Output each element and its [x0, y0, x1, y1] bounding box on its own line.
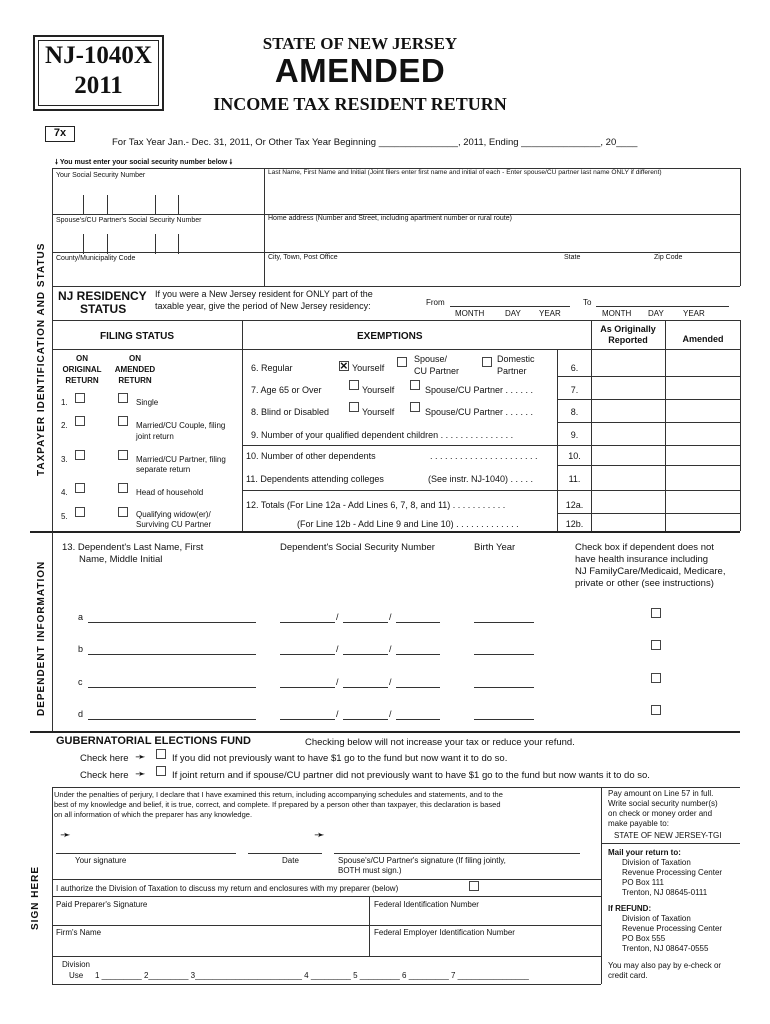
to-label: To — [583, 298, 592, 307]
mail-refund-block — [608, 904, 722, 954]
your-signature-label: Your signature — [75, 856, 127, 865]
form-year: 2011 — [74, 72, 123, 99]
line8-spouse-checkbox[interactable] — [410, 402, 420, 412]
mail-line: make payable to: — [608, 819, 669, 828]
ssn-divider — [178, 195, 179, 215]
section-divider — [30, 731, 740, 733]
on-label: ON — [76, 354, 88, 363]
mail-line: Trenton, NJ 08645-0111 — [622, 888, 708, 897]
on-label: ON — [129, 354, 141, 363]
dep-b-health-checkbox[interactable] — [651, 640, 661, 650]
line7-num: 7. — [570, 385, 579, 395]
preparer-signature-label: Paid Preparer's Signature — [56, 900, 148, 909]
use-num: 5 — [353, 971, 358, 980]
line7-spouse-checkbox[interactable] — [410, 380, 420, 390]
county-code-field[interactable] — [56, 265, 262, 285]
last-name-label: Last Name, First Name and Initial (Joint filers enter first name and initial of each - Enter spouse/CU partner last name ONLY if different) — [268, 169, 662, 176]
line6-spouse-checkbox[interactable] — [397, 357, 407, 367]
form-id: NJ-1040X — [45, 42, 152, 69]
filing-label-3: Married/CU Partner, filing — [136, 455, 226, 464]
line6-partner-label: Partner — [497, 366, 527, 376]
your-signature-field[interactable] — [56, 853, 236, 854]
fed-employer-id-label: Federal Employer Identification Number — [374, 928, 515, 937]
exemption-orig-fields[interactable] — [593, 351, 663, 529]
line9-label: 9. Number of your qualified dependent children . . . . . . . . . . . . . . . — [251, 430, 514, 440]
filing-amended-3-checkbox[interactable] — [118, 450, 128, 460]
line6-num: 6. — [570, 363, 579, 373]
arrow-right-icon: ➛ — [135, 766, 146, 781]
your-ssn-field[interactable] — [56, 195, 262, 215]
dep-b-birth-field[interactable] — [474, 654, 534, 655]
firm-name-field[interactable] — [56, 938, 366, 952]
use-num: 1 — [95, 971, 100, 980]
arrow-right-icon: ➛ — [135, 749, 146, 764]
line12a-num: 12a. — [565, 500, 584, 510]
on-original-col — [62, 353, 102, 386]
filing-header-rule — [52, 349, 242, 350]
dep-health-line: Check box if dependent does not — [575, 542, 714, 553]
line12a-label: 12. Totals (For Line 12a - Add Lines 6, 7, 8, and 11) . . . . . . . . . . . — [246, 500, 506, 510]
exemption-row-rule — [242, 490, 740, 491]
mail-line: Revenue Processing Center — [622, 868, 723, 877]
filing-label-5b: Surviving CU Partner — [136, 520, 212, 529]
filing-label-3b: separate return — [136, 465, 191, 474]
mail-line: Pay amount on Line 57 in full. — [608, 789, 714, 798]
election-self-text: If you did not previously want to have $1 go to the fund but now want it to do so. — [172, 753, 508, 764]
elections-fund-title: GUBERNATORIAL ELECTIONS FUND — [56, 735, 251, 747]
election-spouse-text: If joint return and if spouse/CU partner did not previously want to have $1 go to the fund but now wants it to do so. — [172, 770, 650, 781]
your-ssn-label: Your Social Security Number — [56, 172, 146, 179]
dep-d-name-field[interactable] — [88, 719, 256, 720]
arrow-right-icon: ➛ — [60, 827, 71, 842]
division-use-row: 1 _________ 2_________ 3________________________ 4 _________ 5 _________ 6 _________ 7 ________________ — [95, 971, 529, 980]
use-num: 7 — [451, 971, 456, 980]
return-label: RETURN — [65, 376, 99, 385]
line10-dots: . . . . . . . . . . . . . . . . . . . . . . — [430, 451, 538, 461]
federal-id-label: Federal Identification Number — [374, 900, 479, 909]
line9-num: 9. — [570, 430, 579, 440]
dep-d-birth-field[interactable] — [474, 719, 534, 720]
mail-line: Division of Taxation — [622, 858, 691, 867]
form-code: 7x — [53, 127, 67, 139]
side-label-dependent: DEPENDENT INFORMATION — [36, 560, 47, 716]
from-year: YEAR — [539, 309, 561, 318]
state-title: STATE OF NEW JERSEY — [262, 34, 458, 53]
filing-amended-2-checkbox[interactable] — [118, 416, 128, 426]
filing-num-4: 4. — [61, 488, 68, 497]
filing-num-5: 5. — [61, 512, 68, 521]
date-field[interactable] — [248, 853, 322, 854]
home-address-label: Home address (Number and Street, including apartment number or rural route) — [268, 215, 512, 222]
sign-right-divider — [601, 787, 602, 984]
epay-note — [608, 961, 721, 981]
sign-rule — [52, 956, 601, 957]
line7-yourself-label: Yourself — [362, 385, 395, 395]
line6-domestic-checkbox[interactable] — [482, 357, 492, 367]
on-amended-col — [112, 353, 158, 386]
ssn-divider — [83, 234, 84, 254]
elections-fund-note: Checking below will not increase your tax or reduce your refund. — [305, 737, 575, 748]
dep-health-header — [575, 542, 725, 590]
filing-label-5: Qualifying widow(er)/ — [136, 510, 211, 519]
line6-spouse-label: Spouse/ — [414, 354, 448, 364]
side-label-taxpayer: TAXPAYER IDENTIFICATION AND STATUS — [36, 242, 47, 476]
mail-line: You may also pay by e-check or — [608, 961, 722, 970]
exemptions-header: EXEMPTIONS — [357, 331, 423, 342]
filing-exemption-divider — [242, 320, 243, 531]
election-self-checkbox[interactable] — [156, 749, 166, 759]
zip-label: Zip Code — [654, 254, 683, 261]
federal-id-field[interactable] — [374, 910, 598, 924]
dep-a-birth-field[interactable] — [474, 622, 534, 623]
filing-original-3-checkbox[interactable] — [75, 450, 85, 460]
down-arrow-icon: 🠗 — [55, 159, 59, 166]
sign-left-border — [52, 787, 53, 984]
home-address-field[interactable] — [268, 226, 738, 250]
spouse-ssn-label: Spouse's/CU Partner's Social Security Number — [56, 217, 202, 224]
mail-line: Trenton, NJ 08647-0555 — [622, 944, 709, 953]
filing-label-1: Single — [136, 398, 159, 407]
last-name-field[interactable] — [268, 180, 738, 212]
to-month: MONTH — [602, 309, 632, 318]
preparer-signature-field[interactable] — [56, 910, 366, 924]
residency-status: STATUS — [80, 302, 127, 316]
identity-rule — [52, 252, 740, 253]
dep-row-a-label: a — [78, 612, 84, 622]
section-divider — [30, 531, 740, 533]
declaration — [54, 790, 503, 820]
state-label: State — [564, 254, 581, 261]
fed-employer-id-field[interactable] — [374, 938, 598, 952]
as-originally-label: As Originally — [600, 324, 656, 334]
filing-num-1: 1. — [61, 398, 68, 407]
authorize-text: I authorize the Division of Taxation to discuss my return and enclosures with my preparer (below) — [56, 884, 399, 893]
line11-num: 11. — [568, 474, 581, 484]
sign-top-rule — [52, 787, 740, 788]
filing-num-3: 3. — [61, 455, 68, 464]
use-num: 4 — [304, 971, 309, 980]
to-year: YEAR — [683, 309, 705, 318]
line6-label: 6. Regular — [251, 363, 293, 373]
date-label: Date — [282, 856, 299, 865]
mail-line: on check or money order and — [608, 809, 713, 818]
amended-title: AMENDED — [274, 52, 446, 89]
dep-health-line: NJ FamilyCare/Medicaid, Medicare, — [575, 566, 726, 577]
identity-col-divider — [264, 168, 265, 286]
filing-num-2: 2. — [61, 421, 68, 430]
filing-original-5-checkbox[interactable] — [75, 507, 85, 517]
line7-label: 7. Age 65 or Over — [251, 385, 322, 395]
filing-original-4-checkbox[interactable] — [75, 483, 85, 493]
check-here-2-label: Check here — [80, 770, 129, 781]
side-label-sign: SIGN HERE — [30, 865, 41, 930]
residency-title: NJ RESIDENCY — [58, 289, 147, 303]
line11-instr: (See instr. NJ-1040) . . . . . — [428, 474, 534, 484]
residency-text-1: If you were a New Jersey resident for ONLY part of the — [155, 289, 373, 299]
declaration-line: on all information of which the preparer has any knowledge. — [54, 810, 253, 819]
from-day: DAY — [505, 309, 521, 318]
exemption-right-border — [740, 320, 741, 531]
exemption-row-rule — [242, 445, 740, 446]
use-num: 6 — [402, 971, 407, 980]
filing-original-1-checkbox[interactable] — [75, 393, 85, 403]
line10-num: 10. — [568, 451, 581, 461]
use-num: 2 — [143, 971, 149, 980]
mail-return-block — [608, 848, 722, 898]
sign-col-divider — [369, 896, 370, 956]
filing-label-4: Head of household — [136, 488, 204, 497]
sign-rule — [52, 896, 601, 897]
dep-row-b-label: b — [78, 644, 84, 654]
ssn-divider — [178, 234, 179, 254]
sign-rule — [52, 925, 601, 926]
zip-field[interactable] — [652, 265, 738, 285]
use-num: 3 — [190, 971, 196, 980]
spouse-sig-line: BOTH must sign.) — [338, 866, 402, 875]
sign-bottom-rule — [52, 984, 601, 985]
mail-line: credit card. — [608, 971, 648, 980]
dep-c-birth-field[interactable] — [474, 687, 534, 688]
division-label: Division — [62, 960, 91, 969]
orig-col-divider — [591, 320, 592, 531]
from-label: From — [426, 298, 445, 307]
line6-yourself-label: Yourself — [352, 363, 385, 373]
mail-line: PO Box 555 — [622, 934, 666, 943]
check-here-1-label: Check here — [80, 753, 129, 764]
residency-text-2: taxable year, give the period of New Jersey residency: — [155, 301, 371, 311]
mail-line: Revenue Processing Center — [622, 924, 723, 933]
dep-row-d-label: d — [78, 709, 84, 719]
filing-status-header: FILING STATUS — [100, 331, 175, 342]
election-spouse-checkbox[interactable] — [156, 766, 166, 776]
filing-amended-5-checkbox[interactable] — [118, 507, 128, 517]
filing-top-rule — [52, 320, 740, 321]
authorize-checkbox[interactable] — [469, 881, 479, 891]
filing-amended-4-checkbox[interactable] — [118, 483, 128, 493]
dep-c-health-checkbox[interactable] — [651, 673, 661, 683]
dep-name-header-2: Name, Middle Initial — [79, 554, 163, 565]
mail-line: STATE OF NEW JERSEY-TGI — [614, 831, 722, 840]
firm-name-label: Firm's Name — [56, 928, 102, 937]
down-arrow-icon: 🠗 — [229, 159, 233, 166]
use-label: Use — [69, 971, 84, 980]
amended-label: AMENDED — [114, 365, 156, 374]
right-border — [740, 168, 741, 286]
line6-yourself-checkbox[interactable] — [339, 361, 349, 371]
dep-health-line: private or other (see instructions) — [575, 578, 714, 589]
to-date-field[interactable] — [596, 306, 729, 307]
line12b-num: 12b. — [565, 519, 584, 529]
mail-line: PO Box 111 — [622, 878, 664, 887]
ssn-divider — [155, 234, 156, 254]
declaration-line: best of my knowledge and belief, it is true, correct, and complete. If prepared by a person other than taxpayer, this declaration is based — [54, 800, 501, 809]
line7-yourself-checkbox[interactable] — [349, 380, 359, 390]
line12b-label: (For Line 12b - Add Line 9 and Line 10) . . . . . . . . . . . . . — [297, 519, 519, 529]
ssn-note-text: You must enter your social security number below — [59, 159, 228, 166]
declaration-line: Under the penalties of perjury, I declare that I have examined this return, including accompanying schedules and statements, and to the — [54, 790, 503, 799]
filing-amended-1-checkbox[interactable] — [118, 393, 128, 403]
dep-ssn-header: Dependent's Social Security Number — [280, 542, 435, 553]
line10-label: 10. Number of other dependents — [246, 451, 376, 461]
amended-col-header: Amended — [682, 334, 724, 344]
dep-health-line: have health insurance including — [575, 554, 709, 565]
as-originally-reported — [591, 324, 665, 346]
spouse-signature-label — [338, 856, 506, 876]
tax-year-line: For Tax Year Jan.- Dec. 31, 2011, Or Other Tax Year Beginning _______________, 2011, Ending _______________, 20____ — [112, 137, 638, 148]
filing-original-2-checkbox[interactable] — [75, 416, 85, 426]
state-field[interactable] — [560, 265, 650, 285]
reported-label: Reported — [608, 335, 648, 345]
ssn-divider — [107, 195, 108, 215]
mail-refund-title: If REFUND: — [608, 904, 652, 913]
from-date-field[interactable] — [450, 306, 570, 307]
exemption-amended-fields[interactable] — [667, 351, 738, 529]
line6-domestic-label: Domestic — [497, 354, 535, 364]
county-code-label: County/Municipality Code — [56, 255, 136, 262]
dep-birth-header: Birth Year — [474, 542, 516, 553]
line8-yourself-label: Yourself — [362, 407, 395, 417]
from-month: MONTH — [455, 309, 485, 318]
line8-label: 8. Blind or Disabled — [251, 407, 330, 417]
ssn-divider — [83, 195, 84, 215]
spouse-ssn-field[interactable] — [56, 234, 262, 254]
ssn-divider — [107, 234, 108, 254]
mail-return-title: Mail your return to: — [608, 848, 681, 857]
dep-row-c-label: c — [78, 677, 83, 687]
return-subtitle: INCOME TAX RESIDENT RETURN — [213, 94, 507, 114]
line8-yourself-checkbox[interactable] — [349, 402, 359, 412]
mail-line: Division of Taxation — [622, 914, 691, 923]
mail-rule — [601, 843, 740, 844]
city-field[interactable] — [268, 265, 558, 285]
mail-line: Write social security number(s) — [608, 799, 718, 808]
spouse-signature-field[interactable] — [334, 853, 580, 854]
city-label: City, Town, Post Office — [268, 254, 338, 261]
filing-label-2: Married/CU Couple, filing — [136, 421, 226, 430]
line11-label: 11. Dependents attending colleges — [246, 474, 384, 484]
identity-bottom-rule — [52, 286, 740, 287]
line7-spouse-label: Spouse/CU Partner . . . . . . — [425, 385, 534, 395]
dep-c-name-field[interactable] — [88, 687, 256, 688]
arrow-right-icon: ➛ — [314, 827, 325, 842]
amended-col-divider — [665, 320, 666, 531]
pay-instructions — [608, 789, 721, 841]
ssn-divider — [155, 195, 156, 215]
exemption-header-rule — [242, 349, 740, 350]
dep-a-name-field[interactable] — [88, 622, 256, 623]
dep-b-name-field[interactable] — [88, 654, 256, 655]
dependent-left-border — [52, 532, 53, 732]
dep-a-health-checkbox[interactable] — [651, 608, 661, 618]
original-label: ORIGINAL — [62, 365, 102, 374]
sign-rule — [52, 879, 601, 880]
line8-spouse-label: Spouse/CU Partner . . . . . . — [425, 407, 534, 417]
spouse-sig-line: Spouse's/CU Partner's signature (If filing jointly, — [338, 856, 506, 865]
return-label: RETURN — [118, 376, 152, 385]
to-day: DAY — [648, 309, 664, 318]
line6-cu-partner-label: CU Partner — [414, 366, 460, 376]
line8-num: 8. — [570, 407, 579, 417]
dep-d-health-checkbox[interactable] — [651, 705, 661, 715]
dep-name-header: 13. Dependent's Last Name, First — [62, 542, 204, 553]
filing-label-2b: joint return — [136, 432, 174, 441]
